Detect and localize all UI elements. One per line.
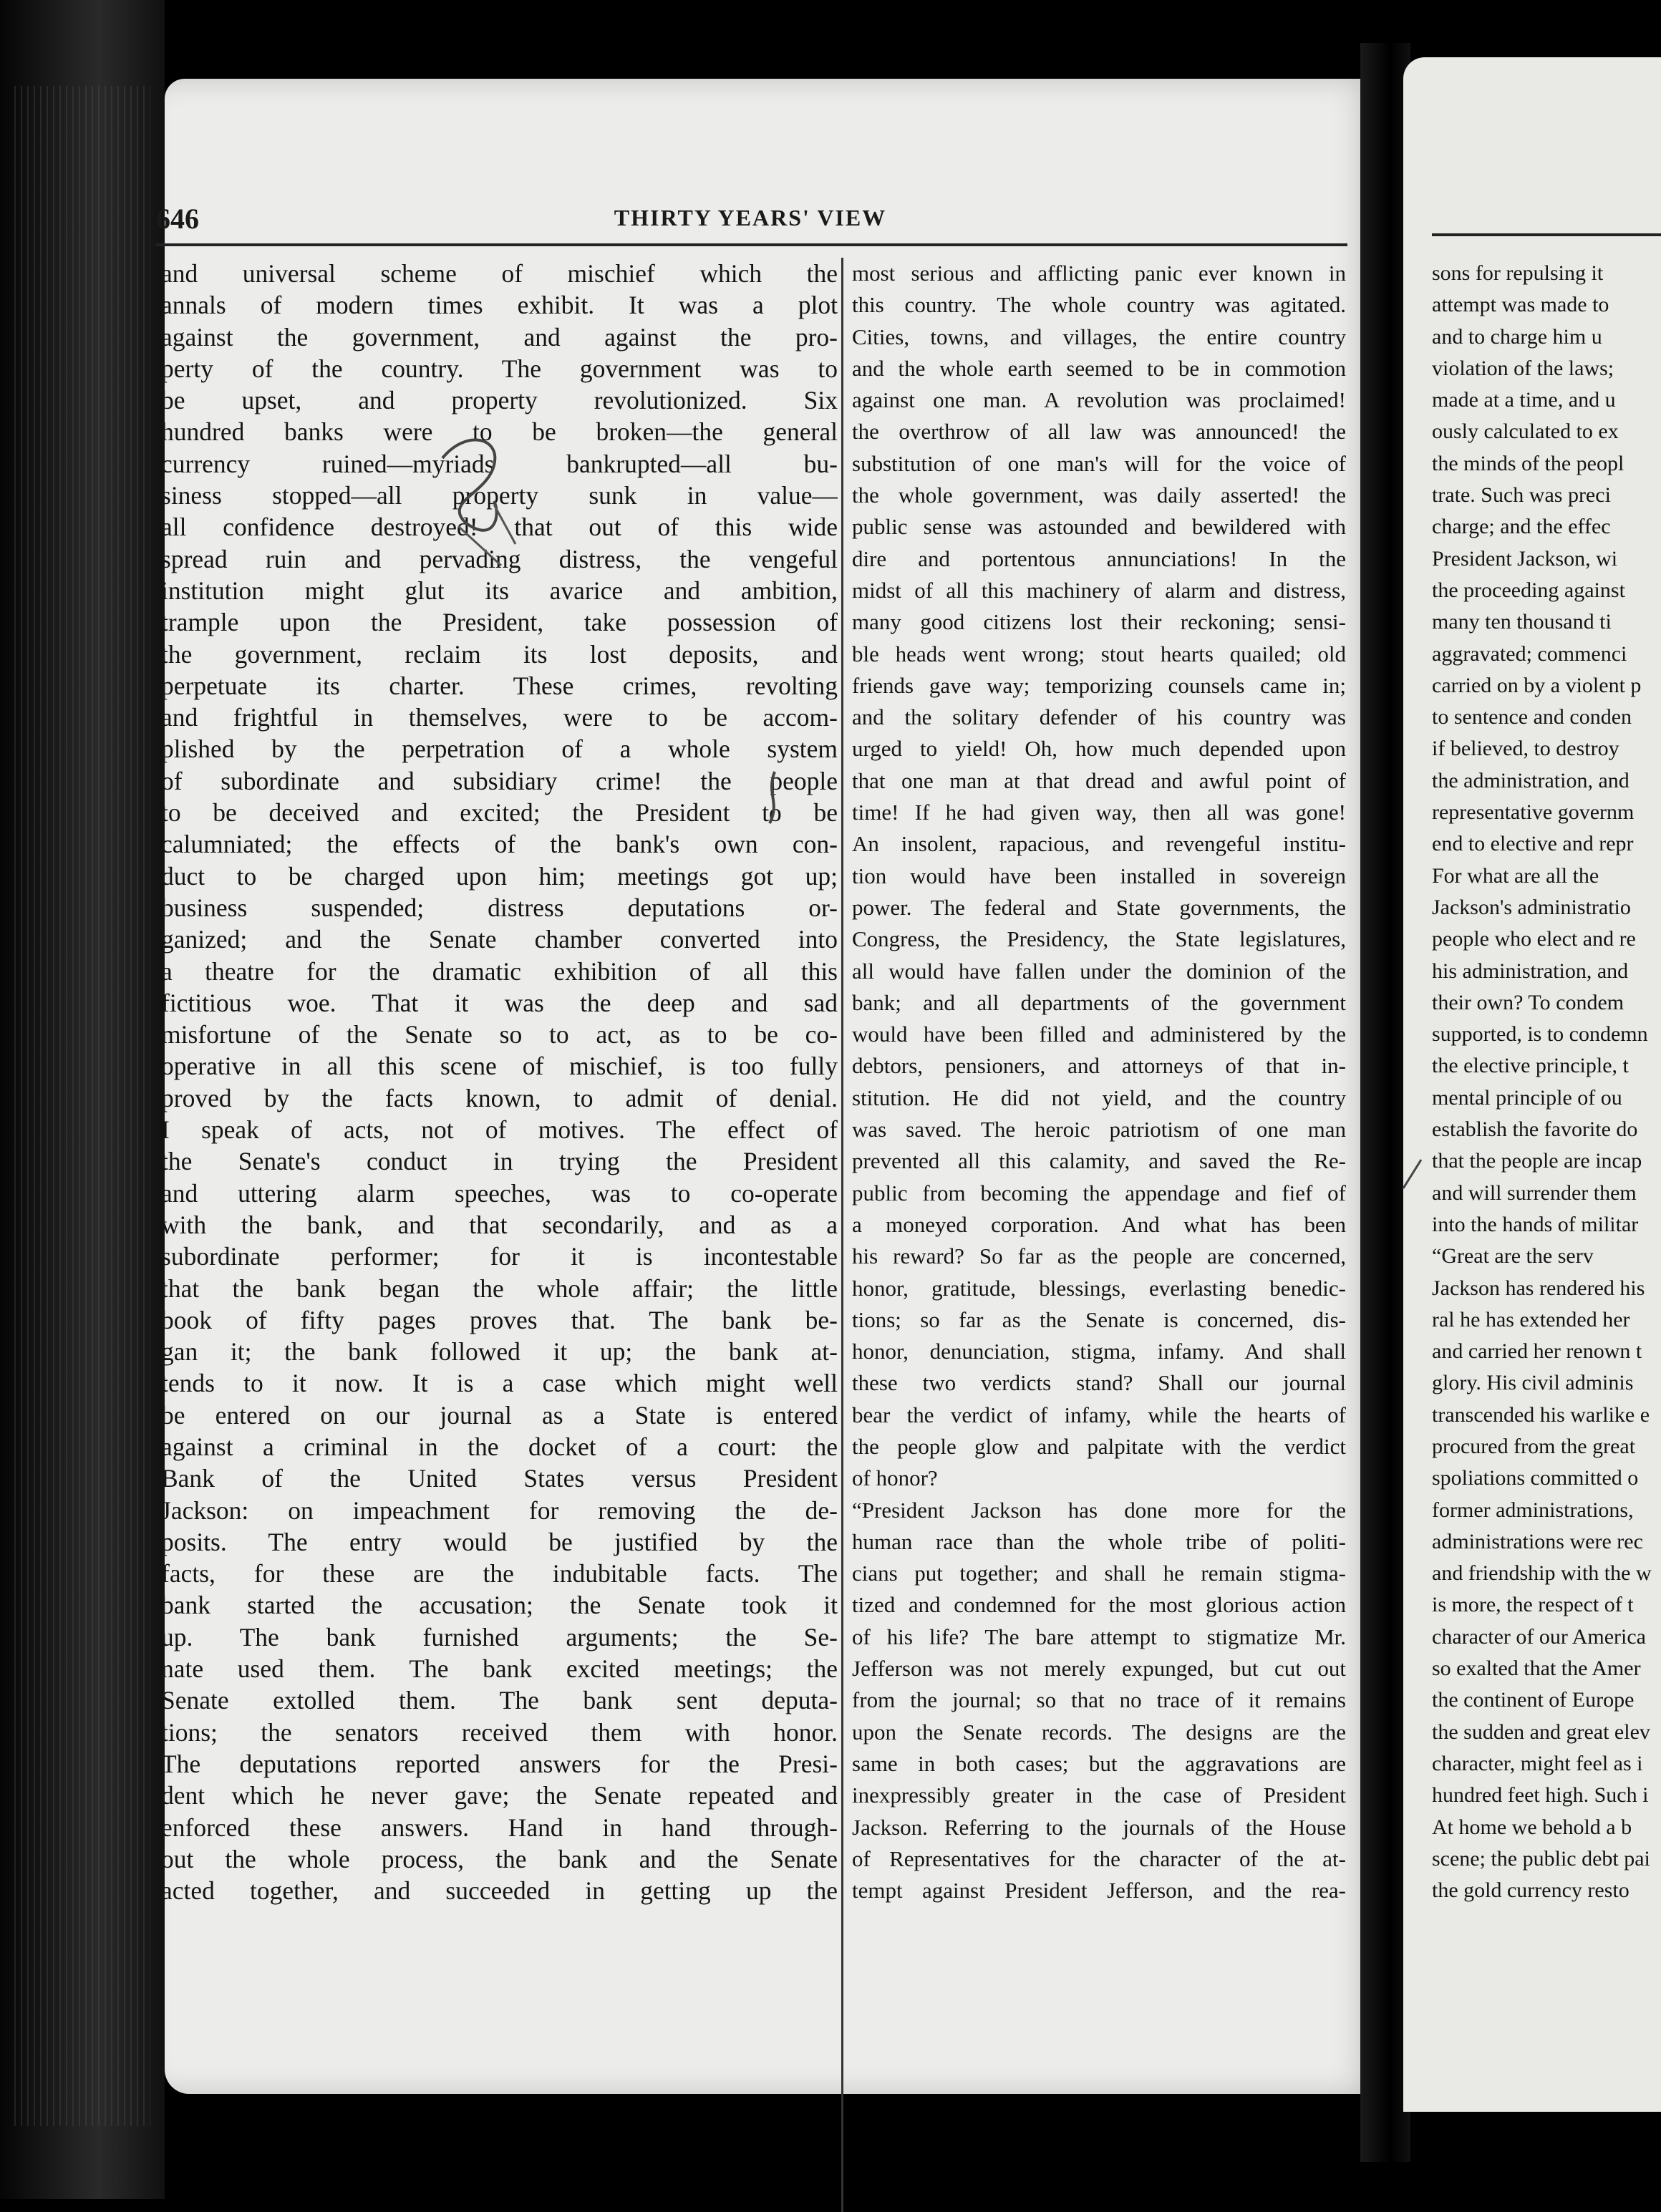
text-line: enforced these answers. Hand in hand through- (161, 1813, 838, 1842)
text-line: the Senate's conduct in trying the President (161, 1147, 838, 1176)
text-line: stitution. He did not yield, and the country (852, 1085, 1346, 1110)
text-line: calumniated; the effects of the bank's own con- (161, 830, 838, 859)
text-line: Senate extolled them. The bank sent deputa- (161, 1686, 838, 1715)
text-line: perpetuate its charter. These crimes, revolting (161, 671, 838, 700)
text-line: tions; so far as the Senate is concerned, dis- (852, 1306, 1346, 1332)
text-line: Jackson's administratio (1432, 895, 1631, 919)
text-line: violation of the laws; (1432, 356, 1614, 380)
text-line: tion would have been installed in sovereign (852, 863, 1346, 888)
text-line: these two verdicts stand? Shall our journal (852, 1370, 1346, 1396)
text-line: facts, for these are the indubitable facts. The (161, 1559, 838, 1588)
right-header-rule (1432, 233, 1661, 236)
text-line: against the government, and against the pro- (161, 322, 838, 351)
text-line: procured from the great (1432, 1434, 1636, 1458)
text-line: Cities, towns, and villages, the entire country (852, 324, 1346, 349)
text-line: ble heads went wrong; stout hearts quailed; old (852, 641, 1346, 666)
text-line: trate. Such was preci (1432, 483, 1611, 508)
text-line: mental principle of ou (1432, 1085, 1622, 1110)
text-line: power. The federal and State governments, the (852, 894, 1346, 920)
text-line: all confidence destroyed! that out of this wide (161, 513, 838, 542)
text-line: operative in all this scene of mischief, is too fully (161, 1052, 838, 1081)
text-line: honor, denunciation, stigma, infamy. And shall (852, 1339, 1346, 1364)
text-line: Jackson: on impeachment for removing the de- (161, 1495, 838, 1525)
text-line: be upset, and property revolutionized. Six (161, 386, 838, 415)
text-line: and universal scheme of mischief which the (161, 259, 838, 288)
middle-column-text (852, 258, 1346, 1906)
text-line: spread ruin and pervading distress, the vengeful (161, 544, 838, 573)
text-line: sons for repulsing it (1432, 261, 1604, 285)
text-line: “President Jackson has done more for the (852, 1497, 1346, 1523)
text-line: dent which he never gave; the Senate repeated and (161, 1781, 838, 1810)
text-line: would have been filled and administered by the (852, 1022, 1346, 1047)
text-line: I speak of acts, not of motives. The effect of (161, 1115, 838, 1145)
text-line: tions; the senators received them with honor. (161, 1717, 838, 1747)
text-line: book of fifty pages proves that. The bank be- (161, 1305, 838, 1334)
text-line: administrations were rec (1432, 1529, 1643, 1553)
text-line: that the bank began the whole affair; the little (161, 1274, 838, 1303)
text-line: scene; the public debt pai (1432, 1846, 1650, 1871)
text-line: out the whole process, the bank and the Senate (161, 1844, 838, 1873)
text-line: friends gave way; temporizing counsels came in; (852, 672, 1346, 698)
text-line: subordinate performer; for it is incontestable (161, 1242, 838, 1271)
text-line: and the solitary defender of his country was (852, 704, 1346, 730)
text-line: hundred banks were to be broken—the general (161, 417, 838, 447)
text-line: a theatre for the dramatic exhibition of all this (161, 956, 838, 986)
text-line: of honor? (852, 1465, 938, 1491)
text-line: honor, gratitude, blessings, everlasting benedic- (852, 1275, 1346, 1301)
text-line: and frightful in themselves, were to be accom- (161, 703, 838, 732)
text-line: perty of the country. The government was to (161, 354, 838, 383)
right-page (1403, 57, 1661, 2112)
text-line: from the journal; so that no trace of it remains (852, 1687, 1346, 1713)
text-line: trample upon the President, take possession of (161, 608, 838, 637)
header-rule (156, 243, 1347, 246)
text-line: so exalted that the Amer (1432, 1656, 1641, 1681)
text-line: proved by the facts known, to admit of denial. (161, 1083, 838, 1112)
text-line: against a criminal in the docket of a court: the (161, 1432, 838, 1461)
text-line: duct to be charged upon him; meetings got up; (161, 861, 838, 891)
text-line: transcended his warlike e (1432, 1402, 1650, 1427)
text-line: tized and condemned for the most glorious action (852, 1592, 1346, 1618)
text-line: Jefferson was not merely expunged, but cut out (852, 1656, 1346, 1682)
text-line: carried on by a violent p (1432, 673, 1642, 697)
text-line: Jackson has rendered his (1432, 1276, 1645, 1300)
text-line: ral he has extended her (1432, 1307, 1630, 1331)
text-line: be entered on our journal as a State is entered (161, 1400, 838, 1430)
text-line: and uttering alarm speeches, was to co-operate (161, 1178, 838, 1208)
text-line: “Great are the serv (1432, 1244, 1594, 1268)
text-line: the minds of the peopl (1432, 451, 1624, 475)
text-line: prevented all this calamity, and saved the Re- (852, 1148, 1346, 1174)
text-line: and friendship with the w (1432, 1561, 1652, 1586)
text-line: Jackson. Referring to the journals of the House (852, 1814, 1346, 1840)
page-edges (14, 86, 150, 2126)
text-line: substitution of one man's will for the voice of (852, 450, 1346, 476)
text-line: gan it; the bank followed it up; the bank at- (161, 1337, 838, 1367)
text-line: hundred feet high. Such i (1432, 1783, 1649, 1808)
text-line: character of our America (1432, 1624, 1646, 1649)
running-head: THIRTY YEARS' VIEW (614, 205, 887, 231)
text-line: attempt was made to (1432, 293, 1609, 317)
text-line: For what are all the (1432, 863, 1599, 888)
text-line: urged to yield! Oh, how much depended upon (852, 736, 1346, 762)
text-line: ganized; and the Senate chamber converted into (161, 925, 838, 954)
column-divider (841, 258, 843, 2212)
text-line: Bank of the United States versus President (161, 1464, 838, 1493)
text-line: their own? To condem (1432, 990, 1624, 1014)
text-line: his reward? So far as the people are concerned, (852, 1243, 1346, 1269)
text-line: plished by the perpetration of a whole system (161, 734, 838, 764)
text-line: institution might glut its avarice and ambition, (161, 576, 838, 605)
text-line: people who elect and re (1432, 927, 1636, 951)
text-line: that the people are incap (1432, 1149, 1642, 1173)
text-line: fictitious woe. That it was the deep and sad (161, 988, 838, 1017)
text-line: public from becoming the appendage and fief of (852, 1180, 1346, 1206)
text-line: nate used them. The bank excited meetings; the (161, 1654, 838, 1684)
text-line: is more, the respect of t (1432, 1593, 1634, 1617)
text-line: character, might feel as i (1432, 1751, 1643, 1775)
text-line: bank started the accusation; the Senate took it (161, 1591, 838, 1620)
text-line: misfortune of the Senate so to act, as to be co- (161, 1020, 838, 1049)
text-line: and the whole earth seemed to be in commotion (852, 355, 1346, 381)
text-line: business suspended; distress deputations or- (161, 893, 838, 922)
text-line: dire and portentous annunciations! In the (852, 545, 1346, 571)
text-line: and to charge him u (1432, 324, 1602, 349)
text-line: made at a time, and u (1432, 388, 1616, 412)
text-line: President Jackson, wi (1432, 546, 1618, 571)
text-line: many ten thousand ti (1432, 610, 1612, 634)
text-line: the people glow and palpitate with the verdict (852, 1433, 1346, 1459)
text-line: time! If he had given way, then all was gone! (852, 800, 1346, 825)
text-line: currency ruined—myriads bankrupted—all bu- (161, 449, 838, 478)
text-line: debtors, pensioners, and attorneys of that in- (852, 1053, 1346, 1079)
text-line: the elective principle, t (1432, 1054, 1629, 1078)
text-line: of subordinate and subsidiary crime! the people (161, 766, 838, 795)
text-line: and will surrender them (1432, 1180, 1637, 1205)
text-line: his administration, and (1432, 959, 1629, 983)
page-header (156, 202, 1345, 236)
text-line: the whole government, was daily asserted! the (852, 482, 1346, 508)
text-line: Congress, the Presidency, the State legislatures, (852, 926, 1346, 952)
text-line: that one man at that dread and awful point of (852, 767, 1346, 793)
text-line: same in both cases; but the aggravations are (852, 1750, 1346, 1776)
text-line: tends to it now. It is a case which might well (161, 1369, 838, 1398)
text-line: the government, reclaim its lost deposits, and (161, 639, 838, 669)
text-line: of his life? The bare attempt to stigmatize Mr. (852, 1624, 1346, 1649)
text-line: upon the Senate records. The designs are the (852, 1719, 1346, 1745)
text-line: and carried her renown t (1432, 1339, 1642, 1364)
text-line: the sudden and great elev (1432, 1719, 1650, 1744)
text-line: up. The bank furnished arguments; the Se- (161, 1622, 838, 1651)
left-column-text (161, 258, 838, 1906)
text-line: was saved. The heroic patriotism of one man (852, 1117, 1346, 1143)
text-line: charge; and the effec (1432, 515, 1611, 539)
text-line: tempt against President Jefferson, and the rea- (852, 1878, 1346, 1903)
text-line: the administration, and (1432, 768, 1629, 792)
text-line: the continent of Europe (1432, 1688, 1635, 1712)
text-line: many good citizens lost their reckoning; sensi- (852, 609, 1346, 635)
text-line: all would have fallen under the dominion of the (852, 958, 1346, 984)
text-line: supported, is to condemn (1432, 1022, 1648, 1047)
text-line: posits. The entry would be justified by the (161, 1527, 838, 1556)
text-line: the proceeding against (1432, 578, 1625, 602)
text-line: a moneyed corporation. And what has been (852, 1211, 1346, 1237)
text-line: glory. His civil adminis (1432, 1371, 1634, 1395)
text-line: if believed, to destroy (1432, 737, 1619, 761)
text-line: to sentence and conden (1432, 705, 1632, 729)
text-line: this country. The whole country was agitated. (852, 292, 1346, 318)
text-line: most serious and afflicting panic ever known in (852, 261, 1346, 286)
text-line: acted together, and succeeded in getting up the (161, 1876, 838, 1906)
text-line: siness stopped—all property sunk in value— (161, 481, 838, 510)
text-line: the gold currency resto (1432, 1878, 1629, 1903)
text-line: bank; and all departments of the government (852, 989, 1346, 1015)
text-line: public sense was astounded and bewildered with (852, 514, 1346, 540)
text-line: end to elective and repr (1432, 832, 1634, 856)
text-line: aggravated; commenci (1432, 641, 1627, 666)
text-line: ously calculated to ex (1432, 419, 1619, 444)
right-column-text (1432, 258, 1661, 1906)
text-line: annals of modern times exhibit. It was a plot (161, 291, 838, 320)
text-line: against one man. A revolution was proclaimed! (852, 387, 1346, 413)
text-line: to be deceived and excited; the President to be (161, 798, 838, 828)
page-number: 646 (156, 203, 199, 235)
book-fore-edge (0, 0, 165, 2199)
text-line: establish the favorite do (1432, 1117, 1638, 1142)
text-line: An insolent, rapacious, and revengeful institu- (852, 831, 1346, 857)
text-line: spoliations committed o (1432, 1466, 1639, 1490)
text-line: representative governm (1432, 800, 1635, 825)
text-line: At home we behold a b (1432, 1815, 1632, 1839)
text-line: bear the verdict of infamy, while the hearts of (852, 1402, 1346, 1427)
text-line: former administrations, (1432, 1498, 1634, 1522)
text-line: the overthrow of all law was announced! the (852, 419, 1346, 445)
text-line: inexpressibly greater in the case of President (852, 1782, 1346, 1808)
text-line: The deputations reported answers for the Presi- (161, 1749, 838, 1778)
text-line: into the hands of militar (1432, 1212, 1639, 1236)
text-line: human race than the whole tribe of politi- (852, 1528, 1346, 1554)
text-line: cians put together; and shall he remain stigma- (852, 1561, 1346, 1586)
text-line: with the bank, and that secondarily, and as a (161, 1210, 838, 1239)
text-line: midst of all this machinery of alarm and distress, (852, 577, 1346, 603)
text-line: of Representatives for the character of the at- (852, 1845, 1346, 1871)
